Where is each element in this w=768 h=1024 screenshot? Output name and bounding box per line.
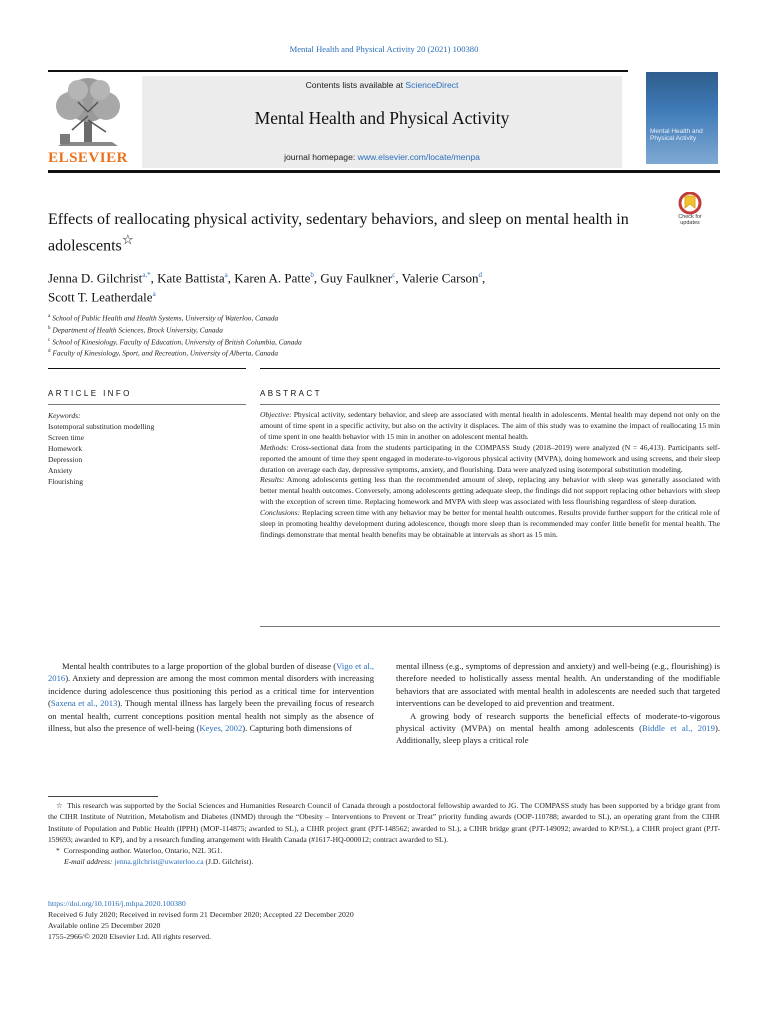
affiliation-item (48, 347, 688, 359)
funding-text: This research was supported by the Social Sciences and Humanities Research Council of Canada through a postdoctoral fellowship awarded to JG. The COMPASS study has been supported by a bridge grant from the CIHR Institute of Nutrition, Metabolism and Diabetes (INMD) through the “Obesity – Interventions to Prevent or Treat” priority funding awards (OOP-110788; awarded to SL), an operating grant from the CIHR Institute of Population and Public Health (IPPH) (MOP-114875; awarded to SL), a CIHR project grant (PJT-148562; awarded to SL), a CIHR bridge grant (PJT-149092; awarded to KP/SL), a CIHR project grant (PJT-159693; awarded to KP), and by a research funding arrangement with Health Canada (#1617-HQ-000012; contract awarded to SL). (48, 801, 720, 844)
citation-link[interactable]: Biddle et al., 2019 (642, 723, 715, 734)
received-dates: Received 6 July 2020; Received in revised form 21 December 2020; Accepted 22 December 2020 (48, 910, 354, 919)
abstract-text (260, 410, 720, 541)
author-separator: , (227, 270, 235, 286)
body-paragraph (48, 660, 374, 734)
keyword-item: Isotemporal substitution modelling (48, 422, 155, 431)
check-for-updates-button[interactable] (677, 192, 703, 216)
affiliation-mark: d (48, 349, 51, 355)
contents-line (142, 80, 622, 90)
author-affiliation-mark[interactable]: c (392, 271, 396, 279)
abstract-paragraph (260, 443, 720, 476)
abstract-section-text: Replacing screen time with any behavior may be better for mental health outcomes. Results provide further support for the critical role of sleep in promoting healthy development during adolescence, though more sleep than is recommended may confer little benefit for mental health. The findings demonstrate that mental health benefits may be obtainable at intervals as short as 15 min. (260, 508, 720, 539)
contents-prefix: Contents lists available at (305, 80, 406, 90)
article-info-subrule (48, 404, 246, 405)
affiliation-text: School of Kinesiology, Faculty of Education, University of British Columbia, Canada (52, 337, 302, 347)
funding-footnote-mark: ☆ (56, 801, 64, 810)
article-title-text: Effects of reallocating physical activity, sedentary behaviors, and sleep on mental health in adolescents (48, 211, 629, 255)
author-affiliation-mark[interactable]: a (224, 271, 228, 279)
citation-link[interactable]: Keyes, 2002 (199, 723, 243, 734)
email-suffix: (J.D. Gilchrist). (203, 857, 254, 867)
email-link[interactable]: jenna.gilchrist@uwaterloo.ca (114, 857, 204, 867)
author-affiliation-mark[interactable]: a (152, 290, 156, 299)
affiliation-text: Department of Health Sciences, Brock University, Canada (52, 325, 223, 335)
available-online: Available online 25 December 2020 (48, 921, 161, 930)
footnotes (48, 800, 720, 868)
header-rule (48, 70, 628, 72)
abstract-paragraph (260, 508, 720, 541)
corresponding-mark: * (56, 846, 60, 856)
issn-copyright: 1755-2966/© 2020 Elsevier Ltd. All rights reserved. (48, 932, 212, 941)
publication-info (48, 898, 648, 942)
abstract-section-label: Results: (260, 475, 285, 485)
author-name[interactable]: Karen A. Patte (234, 270, 311, 286)
keyword-item: Anxiety (48, 466, 73, 475)
email-label: E-mail address: (64, 857, 113, 867)
abstract-section-label: Methods: (260, 442, 289, 452)
footnote-rule (48, 796, 158, 797)
article-info-rule (48, 368, 246, 369)
check-updates-icon (677, 192, 703, 216)
author-separator: , (395, 270, 402, 286)
author-name[interactable]: Valerie Carson (401, 270, 479, 286)
sciencedirect-link[interactable]: ScienceDirect (405, 80, 459, 90)
body-text: ). Anxiety and depression are among the most common mental disorders with increasing incidence during adolescence thus positioning this period as a critical time for intervention ( (48, 673, 374, 709)
affiliation-mark: b (48, 325, 51, 331)
author-separator: , (150, 270, 158, 286)
author-name[interactable]: Kate Battista (157, 270, 225, 286)
authors-line-2 (48, 286, 688, 305)
body-paragraph: mental illness (e.g., symptoms of depression and anxiety) and well-being (e.g., flourishing) is therefore needed to holistically assess mental health. An understanding of the modifiable behaviors that are associated with mental health in adolescents are needed such that targeted interventions can be developed to aid prevention and treatment. (396, 661, 720, 709)
abstract-heading: ABSTRACT (260, 389, 322, 398)
journal-homepage-link[interactable]: www.elsevier.com/locate/menpa (357, 152, 480, 162)
tree-logo-icon (48, 76, 128, 150)
body-column-right (396, 660, 720, 747)
abstract-paragraph (260, 410, 720, 443)
abstract-section-label: Conclusions: (260, 508, 301, 518)
affiliation-item (48, 336, 688, 348)
keyword-item: Screen time (48, 433, 85, 442)
author-name[interactable]: Guy Faulkner (320, 270, 393, 286)
homepage-prefix: journal homepage: (284, 152, 358, 162)
affiliation-text: Faculty of Kinesiology, Sport, and Recreation, University of Alberta, Canada (52, 348, 279, 358)
affiliation-item (48, 312, 688, 324)
abstract-end-rule (260, 626, 720, 627)
author-separator: , (482, 270, 486, 286)
journal-cover-image (646, 72, 718, 164)
keyword-item: Homework (48, 444, 83, 453)
body-text: Mental health contributes to a large proportion of the global burden of disease ( (62, 661, 337, 671)
author-affiliation-mark[interactable]: d (478, 271, 483, 279)
affiliation-text: School of Public Health and Health Systems, University of Waterloo, Canada (52, 313, 279, 323)
header-rule-thick (48, 170, 720, 173)
corresponding-author-footnote (48, 845, 720, 856)
abstract-subrule (260, 404, 720, 405)
body-paragraph (396, 710, 720, 747)
journal-citation[interactable]: Mental Health and Physical Activity 20 (2021) 100380 (289, 44, 479, 54)
body-text: ). Additionally, sleep plays a critical role (396, 723, 720, 746)
article-title (48, 210, 648, 256)
affiliation-item (48, 324, 688, 336)
body-column-left (48, 660, 374, 734)
affiliation-mark: a (48, 314, 51, 319)
publisher-name: ELSEVIER (48, 150, 128, 166)
abstract-section-text: Among adolescents getting less than the recommended amount of sleep, replacing any behavior with sleep was generally associated with better mental health outcomes. Conversely, among adolescents getting adequate sleep, the findings did not support replacing other behaviors with sleep with the exception of screen time. Replacing homework and MVPA with sleep was associated with less flourishing regardless of sleep duration. (260, 475, 720, 507)
citation-link[interactable]: Vigo et al., 2016 (48, 661, 375, 684)
keywords-block (48, 410, 246, 487)
corresponding-text: Corresponding author. Waterloo, Ontario, N2L 3G1. (63, 846, 223, 856)
affiliation-mark: c (48, 337, 51, 343)
abstract-section-text: Physical activity, sedentary behavior, and sleep are associated with mental health in adolescents. Mental health may depend not only on the amount of time spent in a specific activity, but also on the activity it displaces. The aim of this study was to examine the impact of reallocating 15 min of time spent in one health behavior with 15 min in another on adolescent mental health. (260, 410, 720, 441)
author-affiliation-mark[interactable]: a,* (142, 271, 151, 279)
author-list (48, 267, 688, 306)
keywords-label: Keywords: (48, 411, 81, 420)
authors-line-1 (48, 267, 688, 286)
abstract-rule (260, 368, 720, 369)
journal-cover-text: Mental Health and Physical Activity (650, 128, 703, 142)
funding-footnote (48, 800, 720, 845)
abstract-paragraph (260, 475, 720, 508)
email-footnote (48, 856, 720, 867)
author-name[interactable]: Scott T. Leatherdale (48, 289, 153, 305)
body-text: ). Though mental illness has largely been the prevailing focus of research on mental health, current conceptions position mental health not simply as the absence of illness, but also the presence of well-being ( (48, 698, 374, 734)
keyword-item: Flourishing (48, 477, 84, 486)
body-text: A growing body of research supports the beneficial effects of moderate-to-vigorous physical activity (MVPA) on mental health among adolescents ( (396, 710, 720, 734)
article-info-heading: ARTICLE INFO (48, 389, 132, 398)
keyword-item: Depression (48, 455, 83, 464)
abstract-section-label: Objective: (260, 410, 292, 419)
author-name[interactable]: Jenna D. Gilchrist (48, 270, 143, 286)
journal-title: Mental Health and Physical Activity (254, 108, 510, 128)
citation-link[interactable]: Saxena et al., 2013 (50, 698, 118, 709)
affiliations (48, 312, 688, 359)
doi-link[interactable]: https://doi.org/10.1016/j.mhpa.2020.100380 (48, 899, 186, 908)
body-text: ). Capturing both dimensions of (242, 723, 352, 734)
homepage-line (142, 152, 622, 162)
abstract-section-text: Cross-sectional data from the students participating in the COMPASS Study (2018–2019) were analyzed (N = 46,413). Participants self-reported the amount of time they spent engaged in moderate-to-vigorous physical activity (MVPA), doing homework and using screens, and their sleep duration on average each day, depressive symptoms, anxiety, and flourishing. Data were analyzed using isotemporal substitution modeling. (260, 442, 720, 474)
author-affiliation-mark[interactable]: b (310, 271, 314, 279)
check-for-updates-label[interactable]: Check for updates (678, 214, 702, 226)
author-separator: , (313, 270, 321, 286)
title-footnote-mark[interactable]: ☆ (121, 232, 134, 247)
